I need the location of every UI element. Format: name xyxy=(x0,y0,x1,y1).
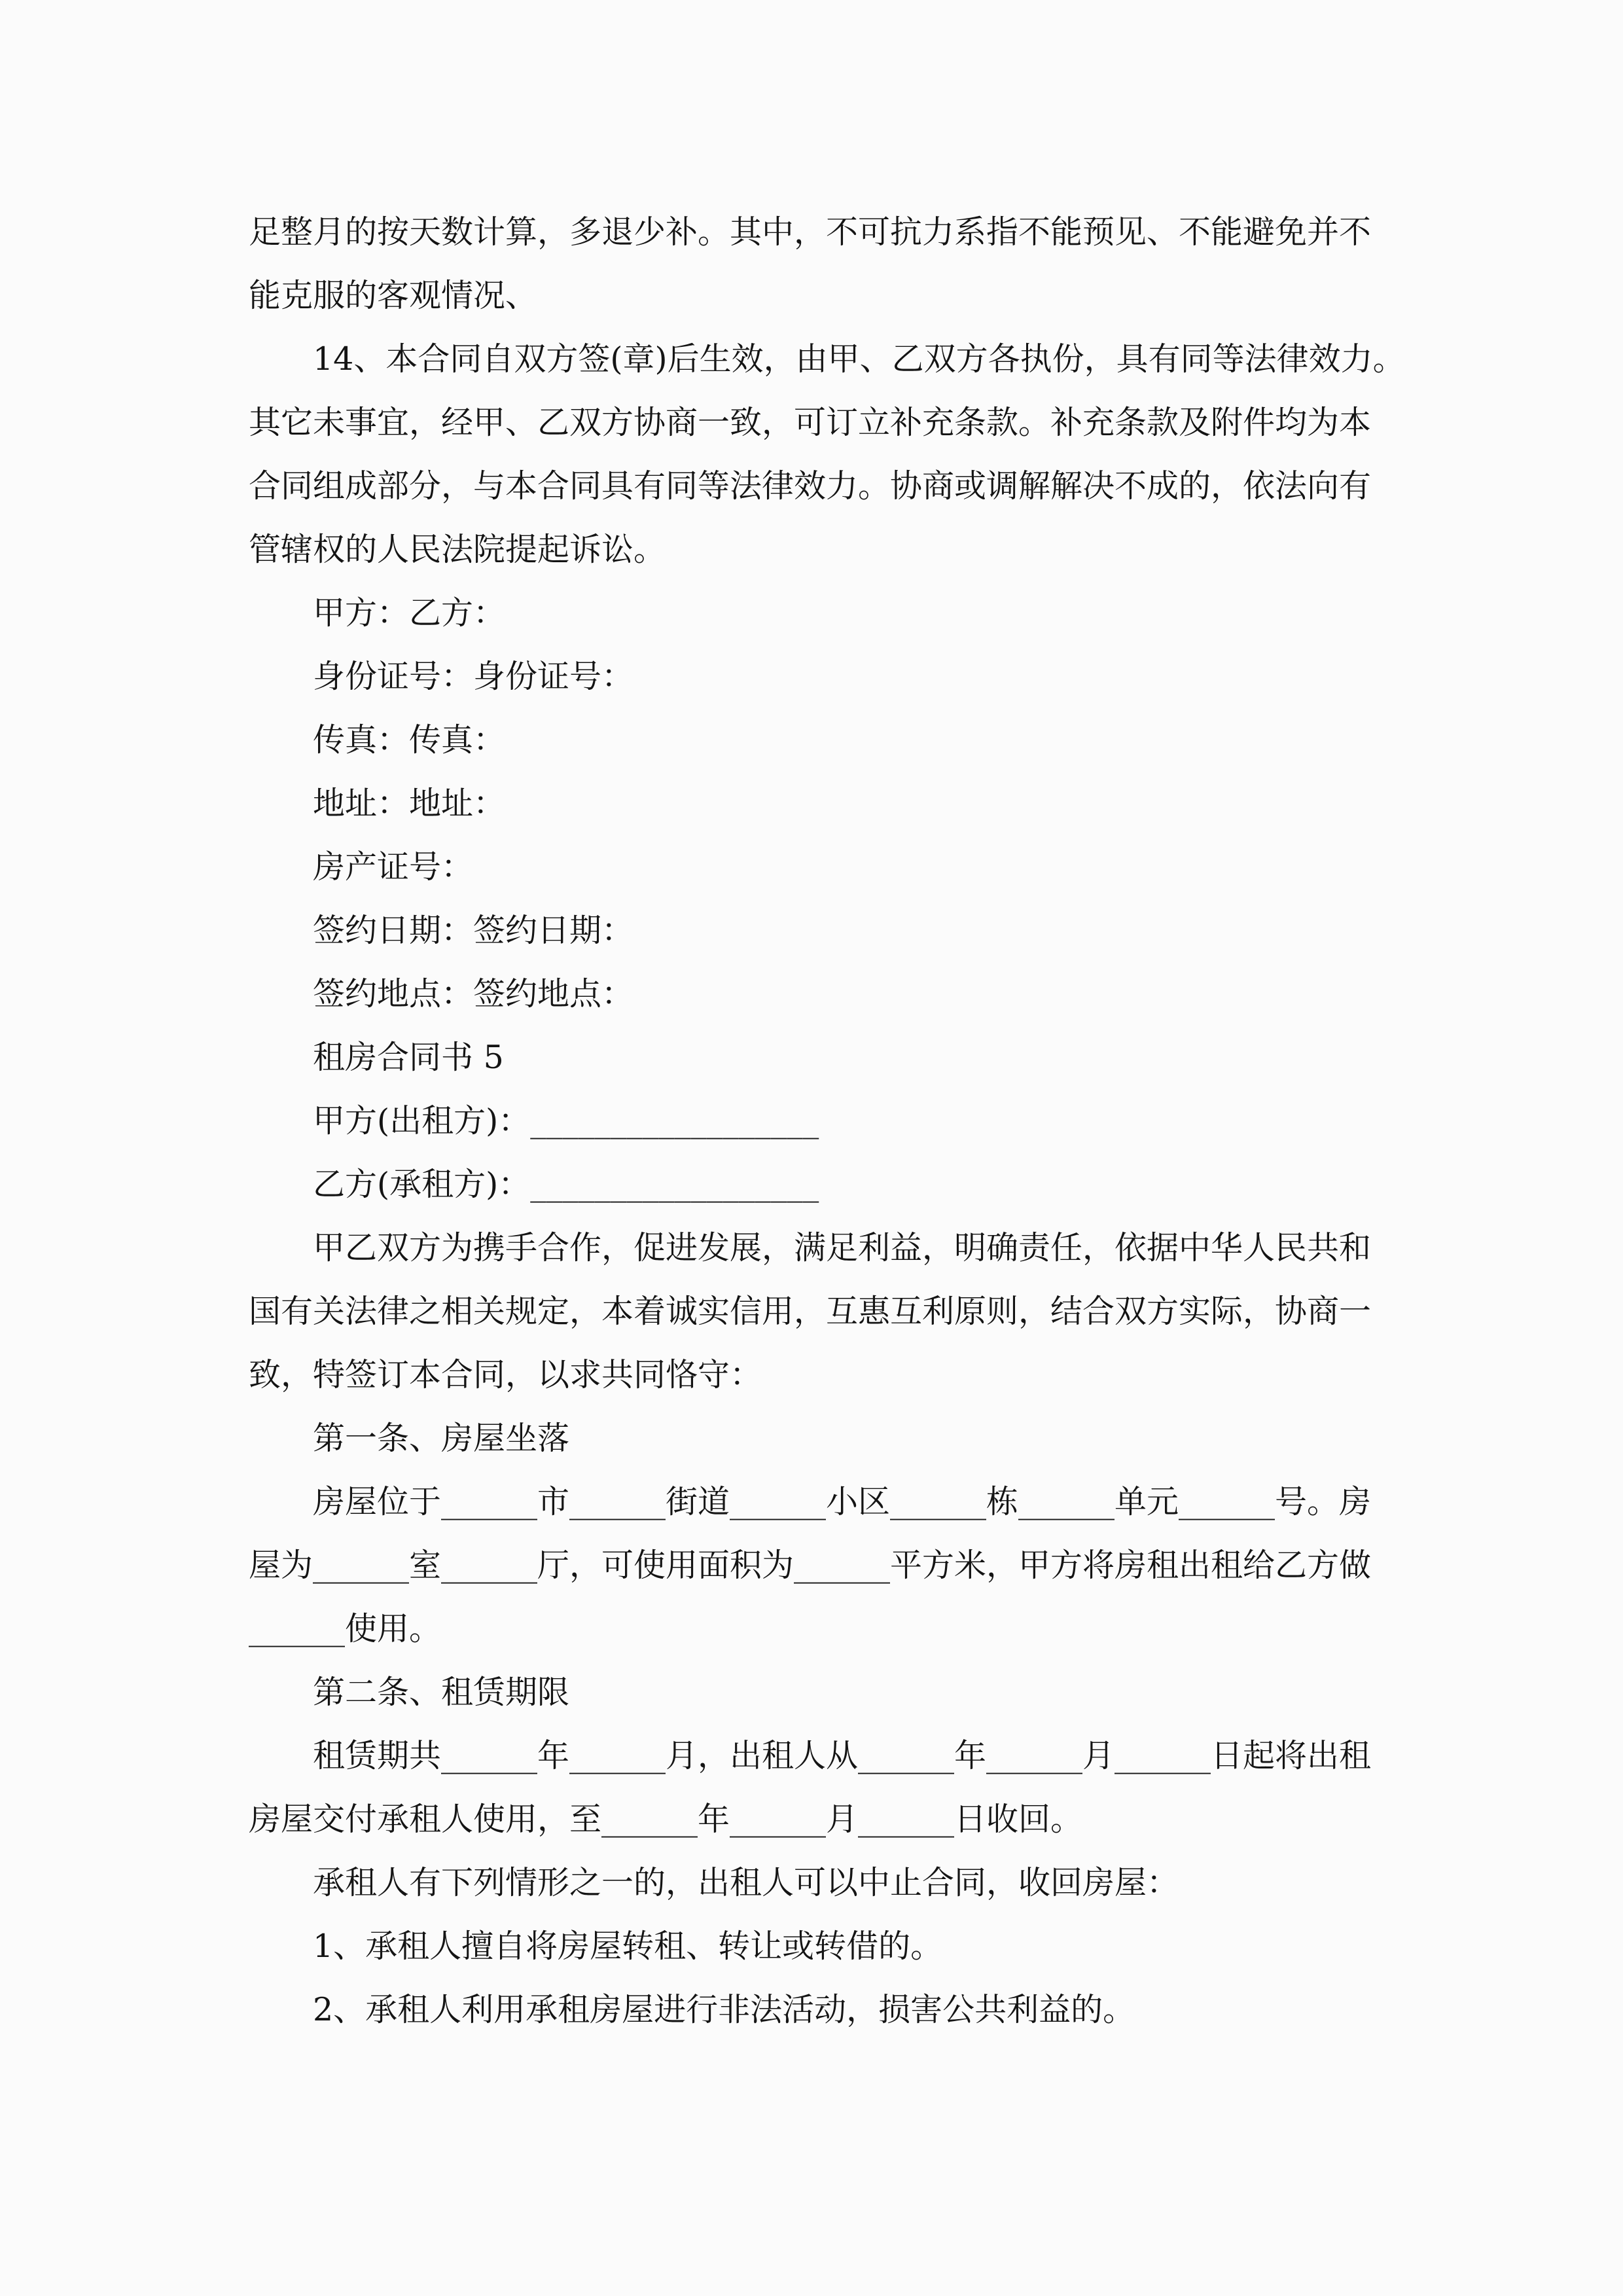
doc-line: 承租人有下列情形之一的，出租人可以中止合同，收回房屋： xyxy=(313,1864,1179,1901)
doc-line: 乙方(承租方)：__________________ xyxy=(313,1166,819,1203)
doc-line: 甲方：乙方： xyxy=(313,594,506,632)
doc-line: 签约地点：签约地点： xyxy=(313,975,634,1013)
doc-line: 租赁期共______年______月，出租人从______年______月______日起将出租 xyxy=(313,1737,1372,1774)
doc-line: 房屋交付承租人使用，至______年______月______日收回。 xyxy=(249,1801,1083,1838)
doc-line: 1、承租人擅自将房屋转租、转让或转借的。 xyxy=(313,1928,943,1965)
doc-line: 14、本合同自双方签(章)后生效，由甲、乙双方各执份，具有同等法律效力。 xyxy=(313,340,1405,378)
doc-line: 其它未事宜，经甲、乙双方协商一致，可订立补充条款。补充条款及附件均为本 xyxy=(249,404,1372,441)
doc-line: ______使用。 xyxy=(249,1610,442,1647)
doc-line: 合同组成部分，与本合同具有同等法律效力。协商或调解解决不成的，依法向有 xyxy=(249,467,1372,505)
doc-line: 地址：地址： xyxy=(313,785,506,822)
doc-line: 甲乙双方为携手合作，促进发展，满足利益，明确责任，依据中华人民共和 xyxy=(313,1229,1372,1266)
doc-line: 管辖权的人民法院提起诉讼。 xyxy=(249,531,666,568)
doc-line: 致，特签订本合同，以求共同恪守： xyxy=(249,1356,762,1393)
doc-line: 足整月的按天数计算，多退少补。其中，不可抗力系指不能预见、不能避免并不 xyxy=(249,213,1372,251)
doc-line: 租房合同书 5 xyxy=(313,1039,504,1076)
doc-line: 第一条、房屋坐落 xyxy=(313,1420,570,1457)
doc-line: 房屋位于______市______街道______小区______栋______单元______号。房 xyxy=(313,1483,1372,1520)
doc-line: 传真：传真： xyxy=(313,721,506,759)
doc-line: 身份证号：身份证号： xyxy=(313,658,634,695)
doc-line: 签约日期：签约日期： xyxy=(313,912,634,949)
doc-line: 2、承租人利用承租房屋进行非法活动，损害公共利益的。 xyxy=(313,1991,1135,2028)
doc-line: 屋为______室______厅，可使用面积为______平方米，甲方将房租出租给乙方做 xyxy=(249,1547,1372,1584)
document-text xyxy=(249,200,1405,2041)
doc-line: 第二条、租赁期限 xyxy=(313,1674,570,1711)
doc-line: 房产证号： xyxy=(313,848,474,886)
doc-line: 甲方(出租方)：__________________ xyxy=(313,1102,819,1139)
doc-line: 国有关法律之相关规定，本着诚实信用，互惠互利原则，结合双方实际，协商一 xyxy=(249,1293,1372,1330)
doc-line: 能克服的客观情况、 xyxy=(249,277,538,314)
